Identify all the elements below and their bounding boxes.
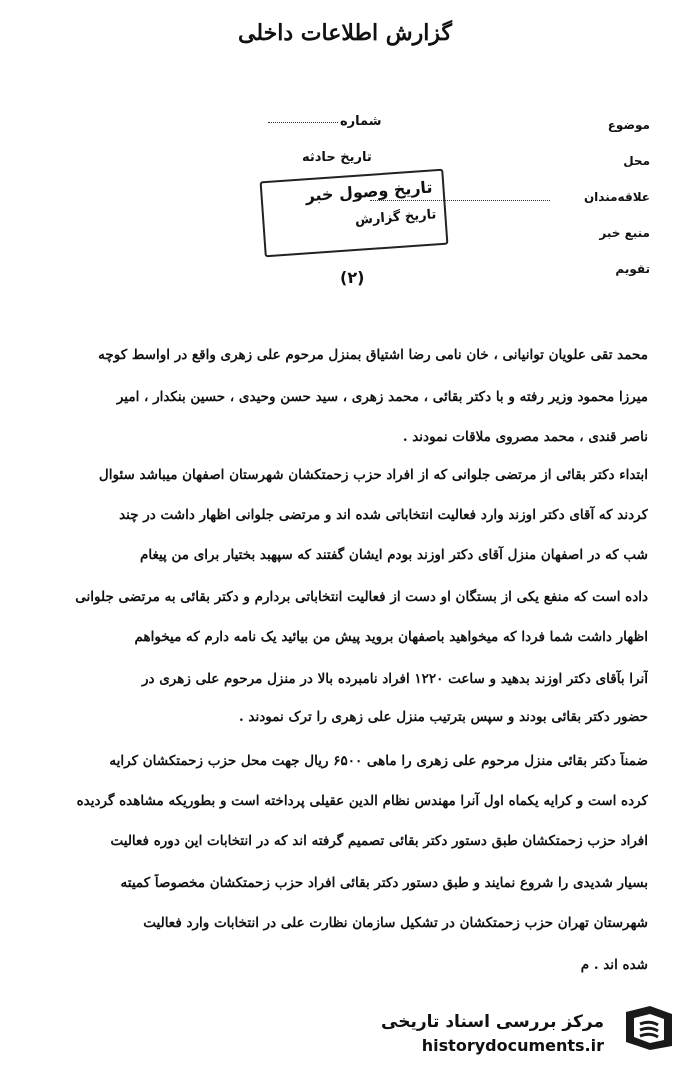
body-line: ناصر قندی ، محمد مصروی ملاقات نمودند .: [402, 429, 648, 445]
watermark-name: مرکز بررسی اسناد تاریخی: [381, 1012, 604, 1032]
watermark-url: historydocuments.ir: [421, 1036, 604, 1055]
body-line: کرده است و کرایه یکماه اول آنرا مهندس نظام الدین عقیلی پرداخته است و بطوریکه مشاهده گردیده: [76, 793, 648, 809]
body-line: اظهار داشت شما فردا که میخواهید باصفهان بروید پیش من بیائید یک نامه دارم که میخواهم: [134, 629, 648, 645]
document-title: گزارش اطلاعات داخلی: [238, 20, 452, 46]
body-line: آنرا بآقای دکتر اوزند بدهید و ساعت ۱۲۲۰ افراد نامبرده بالا در منزل مرحوم علی زهری در: [141, 671, 648, 687]
body-line: شده اند . م: [580, 957, 648, 973]
receipt-stamp: [260, 169, 449, 258]
meta-label-calendar: تقویم: [615, 262, 650, 276]
meta-label-place: محل: [623, 154, 650, 168]
number-field: [340, 114, 382, 129]
body-line: شهرستان تهران حزب زحمتکشان در تشکیل سازمان نظارت علی در انتخابات وارد فعالیت: [143, 915, 648, 931]
site-watermark: [0, 990, 690, 1066]
number-label: شماره: [340, 114, 382, 129]
body-line: حضور دکتر بقائی بودند و سپس بترتیب منزل علی زهری را ترک نمودند .: [238, 709, 648, 725]
incident-date-label: تاریخ حادثه: [302, 150, 372, 165]
body-line: داده است که منفع یکی از بستگان او دست از فعالیت انتخاباتی بردارم و دکتر بقائی به مرتضی جلوانی: [75, 589, 648, 605]
body-line: ابتداء دکتر بقائی از مرتضی جلوانی که از افراد حزب زحمتکشان شهرستان اصفهان میباشد سئوال: [98, 467, 648, 483]
page-number: (۲): [340, 268, 365, 287]
number-dotline: [268, 122, 338, 123]
meta-label-source: منبع خبر: [599, 226, 650, 240]
document-logo-icon: [620, 1002, 678, 1054]
meta-label-interested: علاقه‌مندان: [583, 190, 650, 204]
body-line: افراد حزب زحمتکشان طبق دستور دکتر بقائی تصمیم گرفته اند که در انتخابات این دوره فعالیت: [110, 833, 648, 849]
body-line: شب که در اصفهان منزل آقای دکتر اوزند بودم ایشان گفتند که سپهبد بختیار برای من پیغام: [140, 547, 648, 563]
body-line: ضمناً دکتر بقائی منزل مرحوم علی زهری را ماهی ۶۵۰۰ ریال جهت محل حزب زحمتکشان کرایه: [109, 753, 648, 769]
stamp-receipt-date: تاریخ وصول خبر: [304, 177, 434, 206]
body-line: محمد تقی علویان توانیانی ، خان نامی رضا اشتیاق بمنزل مرحوم علی زهری واقع در اواسط کوچه: [98, 347, 648, 363]
stamp-report-date: تاریخ گزارش: [354, 207, 437, 228]
body-line: بسیار شدیدی را شروع نمایند و طبق دستور دکتر بقائی افراد حزب زحمتکشان مخصوصاً کمیته: [120, 875, 648, 891]
body-line: کردند که آقای دکتر اوزند وارد فعالیت انتخاباتی شده اند و مرتضی جلوانی اظهار داشت در چند: [119, 507, 648, 523]
incident-date-field: [302, 150, 372, 165]
meta-label-subject: موضوع: [607, 118, 650, 132]
body-line: میرزا محمود وزیر رفته و با دکتر بقائی ، محمد زهری ، سید حسن وحیدی ، حسین بنکدار ، امیر: [116, 389, 648, 405]
